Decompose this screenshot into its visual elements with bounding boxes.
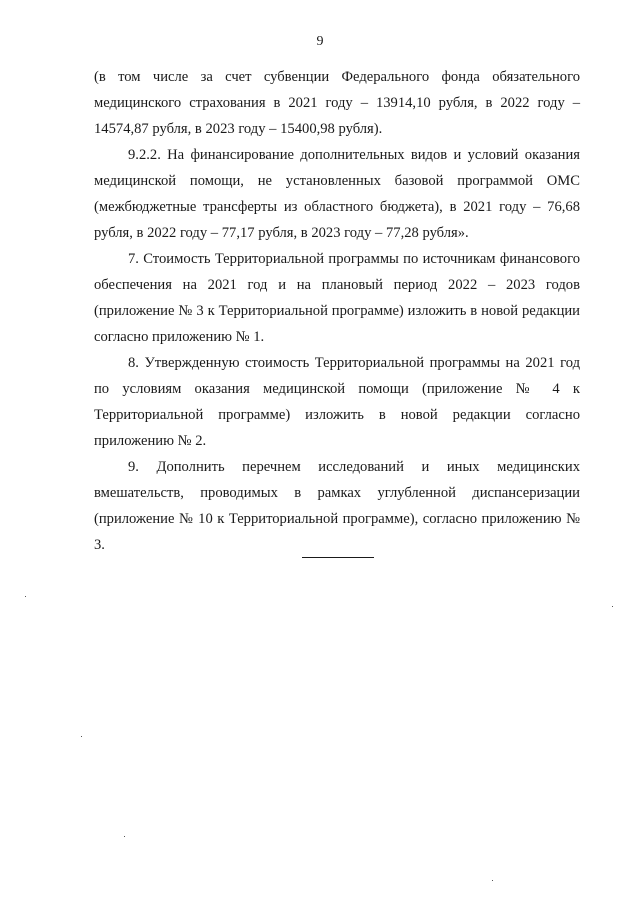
scan-speck — [124, 836, 125, 837]
paragraph-8: 8. Утвержденную стоимость Территориальной программы на 2021 год по условиям оказания медицинской помощи (приложение № 4 к Территориальной программе) изложить в новой редакции согласно приложению № 2. — [94, 355, 580, 449]
end-separator-line — [302, 557, 374, 558]
scan-speck — [25, 596, 26, 597]
paragraph-7: 7. Стоимость Территориальной программы по источникам финансового обеспечения на 2021 год и на плановый период 2022 – 2023 годов (приложение № 3 к Территориальной программе) изложить в новой редакции согласно приложению № 1. — [94, 251, 580, 345]
page-number: 9 — [316, 34, 324, 49]
paragraph-9: 9. Дополнить перечнем исследований и иных медицинских вмешательств, проводимых в рамках углубленной диспансеризации (приложение № 10 к Территориальной программе), согласно приложению № 3. — [94, 459, 580, 553]
scan-speck — [81, 736, 82, 737]
paragraph-continuation: (в том числе за счет субвенции Федерального фонда обязательного медицинского страхования в 2021 году – 13914,10 рубля, в 2022 году – 14574,87 рубля, в 2023 году – 15400,98 рубля). — [94, 69, 580, 137]
document-body — [94, 64, 580, 558]
scan-speck — [612, 606, 613, 607]
scan-speck — [492, 880, 493, 881]
paragraph-9-2-2: 9.2.2. На финансирование дополнительных видов и условий оказания медицинской помощи, не установленных базовой программой ОМС (межбюджетные трансферты из областного бюджета), в 2021 году – 76,68 рубля, в 2022 году – 77,17 рубля, в 2023 году – 77,28 рубля». — [94, 147, 580, 241]
